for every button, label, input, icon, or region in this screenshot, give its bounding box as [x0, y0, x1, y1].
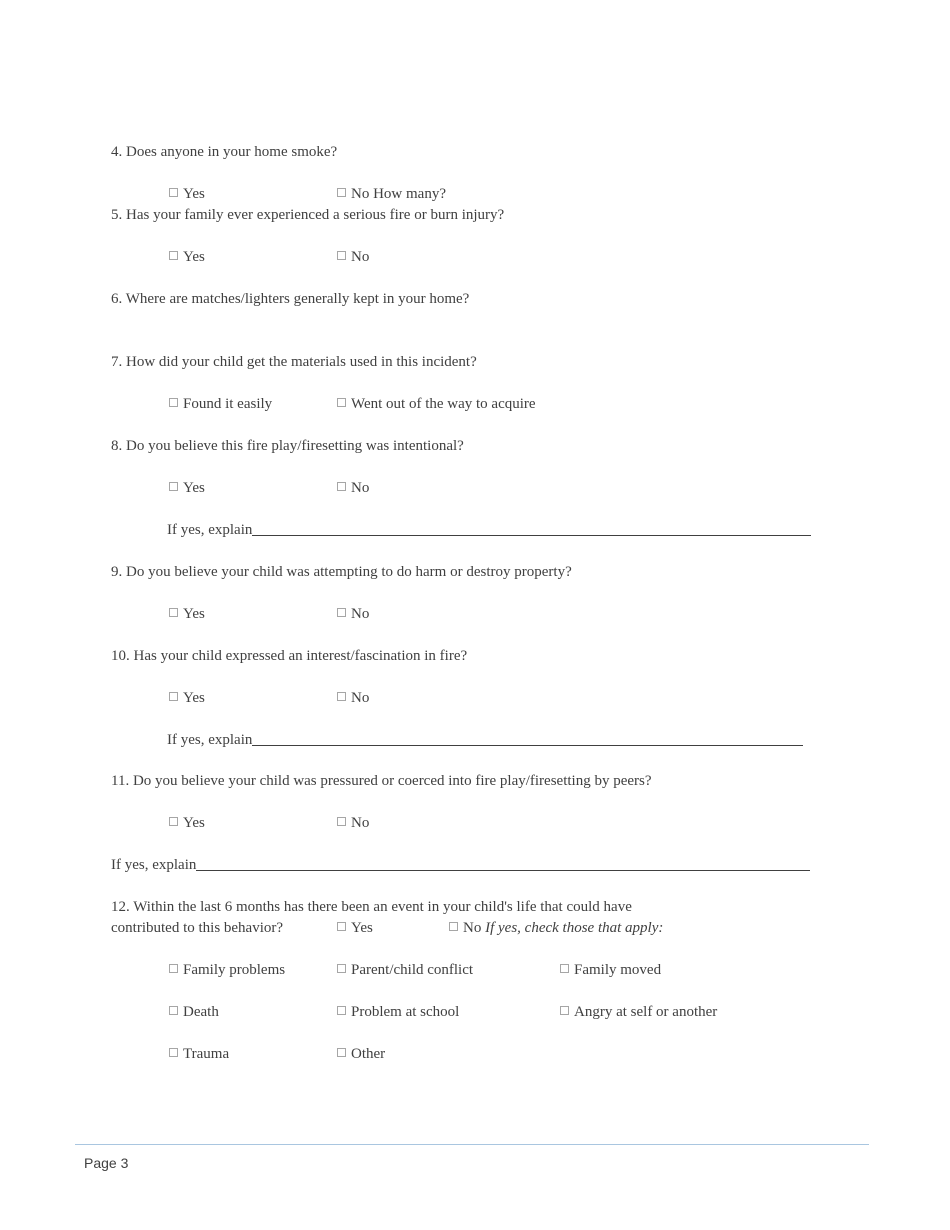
option-label: Yes	[183, 480, 205, 496]
option-label: No	[351, 690, 370, 706]
q10-no-option[interactable]	[337, 689, 369, 707]
option-label: No	[351, 480, 370, 496]
option-label: Yes	[183, 815, 205, 831]
checkbox-icon[interactable]	[337, 922, 346, 931]
checkbox-icon[interactable]	[337, 1006, 346, 1015]
q5-no-option[interactable]	[337, 248, 369, 266]
event-family-moved-option[interactable]	[560, 961, 661, 979]
explain-label: If yes, explain	[167, 732, 253, 748]
checkbox-icon[interactable]	[169, 692, 178, 701]
question-9: 9. Do you believe your child was attempting to do harm or destroy property?	[111, 564, 572, 580]
event-other-option[interactable]	[337, 1045, 385, 1063]
option-label: Other	[351, 1046, 386, 1062]
checkbox-icon[interactable]	[337, 1048, 346, 1057]
option-label: Family moved	[574, 962, 662, 978]
q11-explain-line	[111, 856, 810, 874]
option-label: Yes	[183, 606, 205, 622]
checkbox-icon[interactable]	[169, 1006, 178, 1015]
checkbox-icon[interactable]	[337, 817, 346, 826]
page-number: Page 3	[84, 1155, 129, 1171]
checkbox-icon[interactable]	[169, 964, 178, 973]
option-label: Trauma	[183, 1046, 230, 1062]
option-label: No	[351, 606, 370, 622]
q4-no-option[interactable]	[337, 185, 446, 203]
q8-yes-option[interactable]	[169, 479, 205, 497]
option-label: No	[351, 249, 370, 265]
option-label: Parent/child conflict	[351, 962, 474, 978]
q12-yes-option[interactable]	[337, 919, 373, 937]
option-label: Angry at self or another	[574, 1004, 718, 1020]
q10-explain-field[interactable]	[252, 732, 803, 746]
q8-no-option[interactable]	[337, 479, 369, 497]
option-label: Went out of the way to acquire	[351, 396, 536, 412]
option-label: Yes	[183, 249, 205, 265]
checkbox-icon[interactable]	[337, 251, 346, 260]
option-label: Family problems	[183, 962, 286, 978]
q8-explain-line	[167, 521, 811, 539]
event-death-option[interactable]	[169, 1003, 219, 1021]
checkbox-icon[interactable]	[560, 964, 569, 973]
event-parent-child-conflict-option[interactable]	[337, 961, 473, 979]
checkbox-icon[interactable]	[337, 608, 346, 617]
question-5: 5. Has your family ever experienced a serious fire or burn injury?	[111, 207, 505, 223]
option-label: Yes	[351, 920, 373, 936]
question-11: 11. Do you believe your child was pressured or coerced into fire play/firesetting by peers?	[111, 773, 652, 789]
option-label: Yes	[183, 186, 205, 202]
question-10: 10. Has your child expressed an interest/fascination in fire?	[111, 648, 468, 664]
question-8: 8. Do you believe this fire play/firesetting was intentional?	[111, 438, 464, 454]
checkbox-icon[interactable]	[560, 1006, 569, 1015]
option-label: Problem at school	[351, 1004, 460, 1020]
checkbox-icon[interactable]	[169, 817, 178, 826]
checkbox-icon[interactable]	[169, 482, 178, 491]
q10-yes-option[interactable]	[169, 689, 205, 707]
checkbox-icon[interactable]	[169, 608, 178, 617]
q4-yes-option[interactable]	[169, 185, 205, 203]
checkbox-icon[interactable]	[449, 922, 458, 931]
q7-went-out-of-way-option[interactable]	[337, 395, 536, 413]
event-problem-at-school-option[interactable]	[337, 1003, 459, 1021]
option-label: No	[463, 920, 482, 936]
question-6: 6. Where are matches/lighters generally kept in your home?	[111, 291, 470, 307]
footer-divider	[75, 1144, 869, 1145]
event-family-problems-option[interactable]	[169, 961, 285, 979]
checkbox-icon[interactable]	[169, 251, 178, 260]
event-angry-option[interactable]	[560, 1003, 717, 1021]
q12-no-option[interactable]	[449, 919, 663, 937]
option-label: No	[351, 815, 370, 831]
checkbox-icon[interactable]	[337, 482, 346, 491]
option-label: No How many?	[351, 186, 446, 202]
checkbox-icon[interactable]	[337, 398, 346, 407]
q8-explain-field[interactable]	[252, 522, 811, 536]
checkbox-icon[interactable]	[169, 188, 178, 197]
q10-explain-line	[167, 731, 803, 749]
checkbox-icon[interactable]	[337, 692, 346, 701]
event-trauma-option[interactable]	[169, 1045, 229, 1063]
option-label: Yes	[183, 690, 205, 706]
checkbox-icon[interactable]	[169, 398, 178, 407]
checkbox-icon[interactable]	[169, 1048, 178, 1057]
explain-label: If yes, explain	[167, 522, 253, 538]
checkbox-icon[interactable]	[337, 188, 346, 197]
q11-no-option[interactable]	[337, 814, 369, 832]
question-12-line-1: 12. Within the last 6 months has there been an event in your child's life that could have	[111, 899, 632, 915]
question-7: 7. How did your child get the materials used in this incident?	[111, 354, 477, 370]
option-label: Death	[183, 1004, 219, 1020]
q12-instruction: If yes, check those that apply:	[485, 920, 664, 936]
q9-yes-option[interactable]	[169, 605, 205, 623]
explain-label: If yes, explain	[111, 857, 197, 873]
question-12-line-2: contributed to this behavior?	[111, 920, 284, 936]
question-4: 4. Does anyone in your home smoke?	[111, 144, 338, 160]
option-label: Found it easily	[183, 396, 273, 412]
q7-found-easily-option[interactable]	[169, 395, 272, 413]
q11-yes-option[interactable]	[169, 814, 205, 832]
checkbox-icon[interactable]	[337, 964, 346, 973]
q5-yes-option[interactable]	[169, 248, 205, 266]
q11-explain-field[interactable]	[196, 857, 810, 871]
q9-no-option[interactable]	[337, 605, 369, 623]
